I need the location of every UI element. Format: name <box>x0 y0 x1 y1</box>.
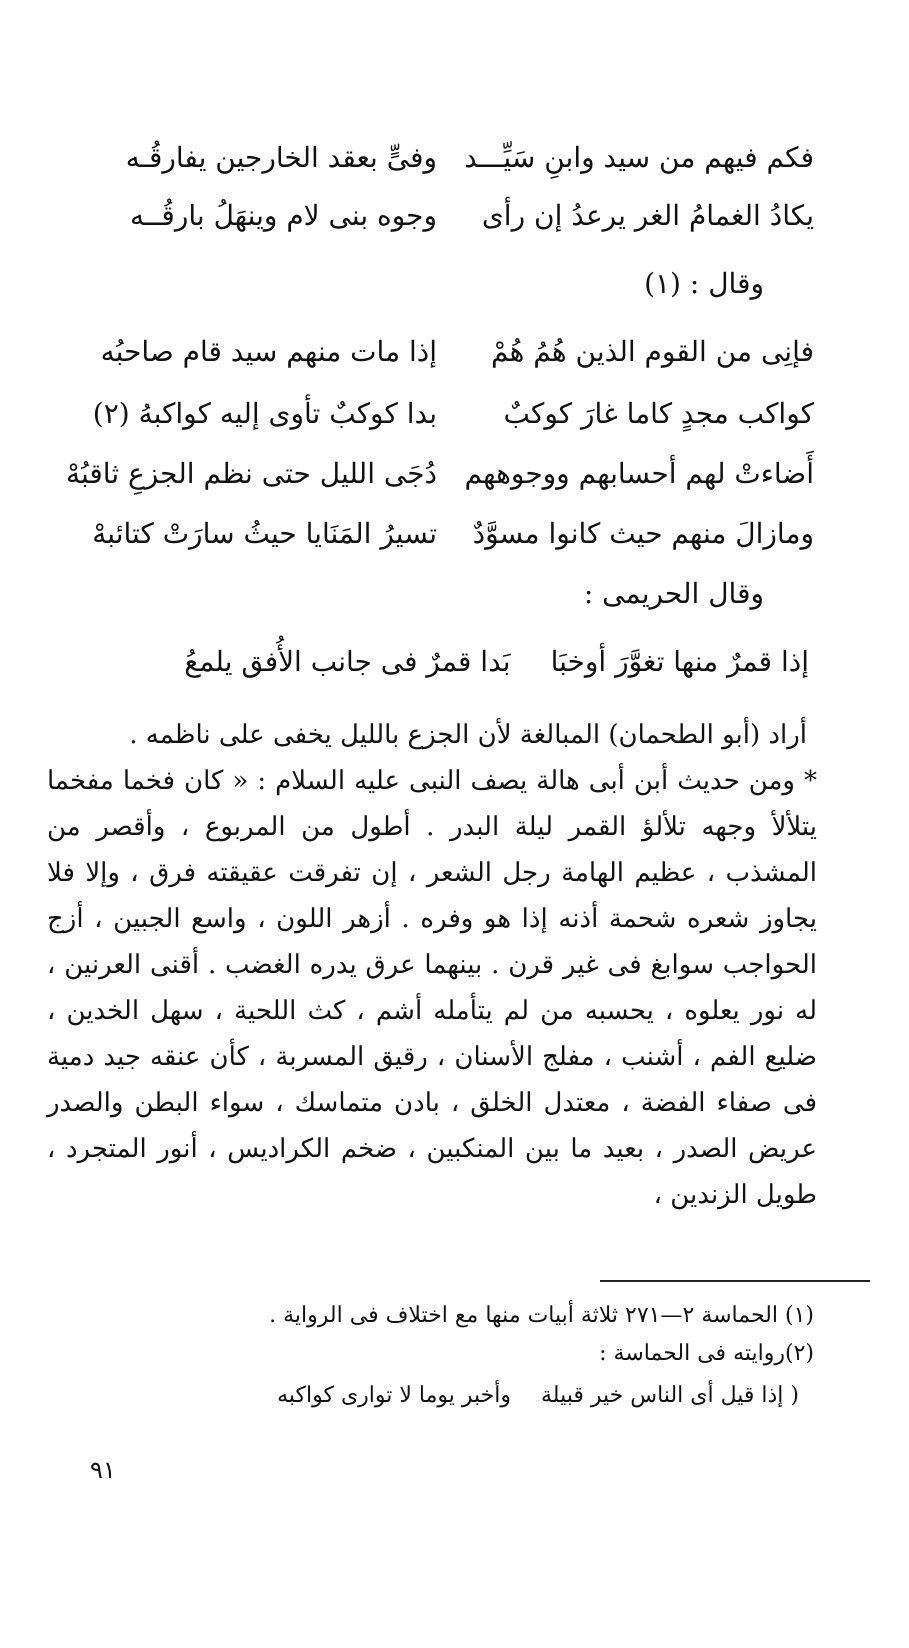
verse-second-hemistich: بدا كوكبٌ تأوى إليه كواكبهُ (٢) <box>92 397 437 430</box>
footnote-separator <box>600 1280 870 1282</box>
verse-first-hemistich: فإنِى من القوم الذين هُمُ هُمْ <box>490 335 814 368</box>
verse-second-hemistich: بَدا قمرٌ فى جانب الأُفق يلمعُ <box>184 645 511 678</box>
verse-second-hemistich: وجوه بنى لام وينهَلُ بارقُــه <box>130 199 437 232</box>
footnote-verse-second-hemistich: وأخبر يوما لا توارى كواكبه <box>277 1383 512 1408</box>
verse-line <box>0 392 909 436</box>
footnote: (٢)روايته فى الحماسة : <box>599 1341 814 1366</box>
verse-line <box>184 640 809 684</box>
verse-first-hemistich: يكادُ الغمامُ الغر يرعدُ إن رأى <box>481 199 814 232</box>
prose-paragraph: أراد (أبو الطحمان) المبالغة لأن الجزع بالليل يخفى على ناظمه . <box>129 720 807 750</box>
verse-second-hemistich: دُجَى الليل حتى نظم الجزعِ ثاقبُهْ <box>65 457 437 490</box>
verse-first-hemistich: فكم فيهم من سيد وابنِ سَيِّـــد <box>464 141 814 174</box>
verse-line <box>0 330 909 374</box>
verse-first-hemistich: كواكب مجدٍ كاما غارَ كوكبٌ <box>503 397 814 430</box>
footnote: (١) الحماسة ٢—٢٧١ ثلاثة أبيات منها مع اختلاف فى الرواية . <box>269 1303 814 1328</box>
verse-first-hemistich: ومازالَ منهم حيث كانوا مسوَّدٌ <box>472 517 814 550</box>
verse-line <box>0 136 909 180</box>
footnote-verse <box>277 1378 799 1414</box>
verse-line <box>0 452 909 496</box>
prose-paragraph: * ومن حديث أبن أبى هالة يصف النبى عليه السلام : « كان فخما مفخما يتلألأ وجهه تلألؤ القمر ليلة البدر . أطول من المربوع ، وأقصر من المشذب ، عظيم الهامة رجل الشعر ، إن تفرقت عقيقته فرق ، وإلا فلا يجاوز شعره شحمة أذنه إذا هو وفره . أزهر اللون ، واسع الجبين ، أزج الحواجب سوابغ فى غير قرن . بينهما عرق يدره الغضب . أقنى العرنين ، له نور يعلوه ، يحسبه من لم يتأمله أشم ، كث اللحية ، سهل الخدين ، ضليع الفم ، أشنب ، مفلج الأسنان ، رقيق المسربة ، كأن عنقه جيد دمية فى صفاء الفضة ، معتدل الخلق ، بادن متماسك ، سواء البطن والصدر عريض الصدر ، بعيد ما بين المنكبين ، ضخم الكراديس ، أنور المتجرد ، طويل الزندين ، <box>47 766 817 1210</box>
verse-first-hemistich: إذا قمرٌ منها تغوَّرَ أوخبَا <box>550 645 809 678</box>
verse-second-hemistich: إذا مات منهم سيد قام صاحبُه <box>100 335 437 368</box>
verse-line <box>0 194 909 238</box>
verse-first-hemistich: أَضاءتْ لهم أحسابهم ووجوههم <box>464 457 814 490</box>
verse-second-hemistich: تسيرُ المَنَايا حيثُ سارَتْ كتائبهْ <box>92 517 437 550</box>
attribution-heading: وقال الحريمى : <box>583 577 764 610</box>
verse-line <box>0 512 909 556</box>
attribution-heading: وقال : (١) <box>644 267 764 300</box>
verse-second-hemistich: وفىٍّ بعقد الخارجين يفارقُـه <box>125 141 437 174</box>
footnote-verse-first-hemistich: ( إذا قيل أى الناس خير قبيلة <box>541 1383 799 1408</box>
prose-block <box>47 712 817 1218</box>
page-number: ٩١ <box>90 1456 116 1484</box>
